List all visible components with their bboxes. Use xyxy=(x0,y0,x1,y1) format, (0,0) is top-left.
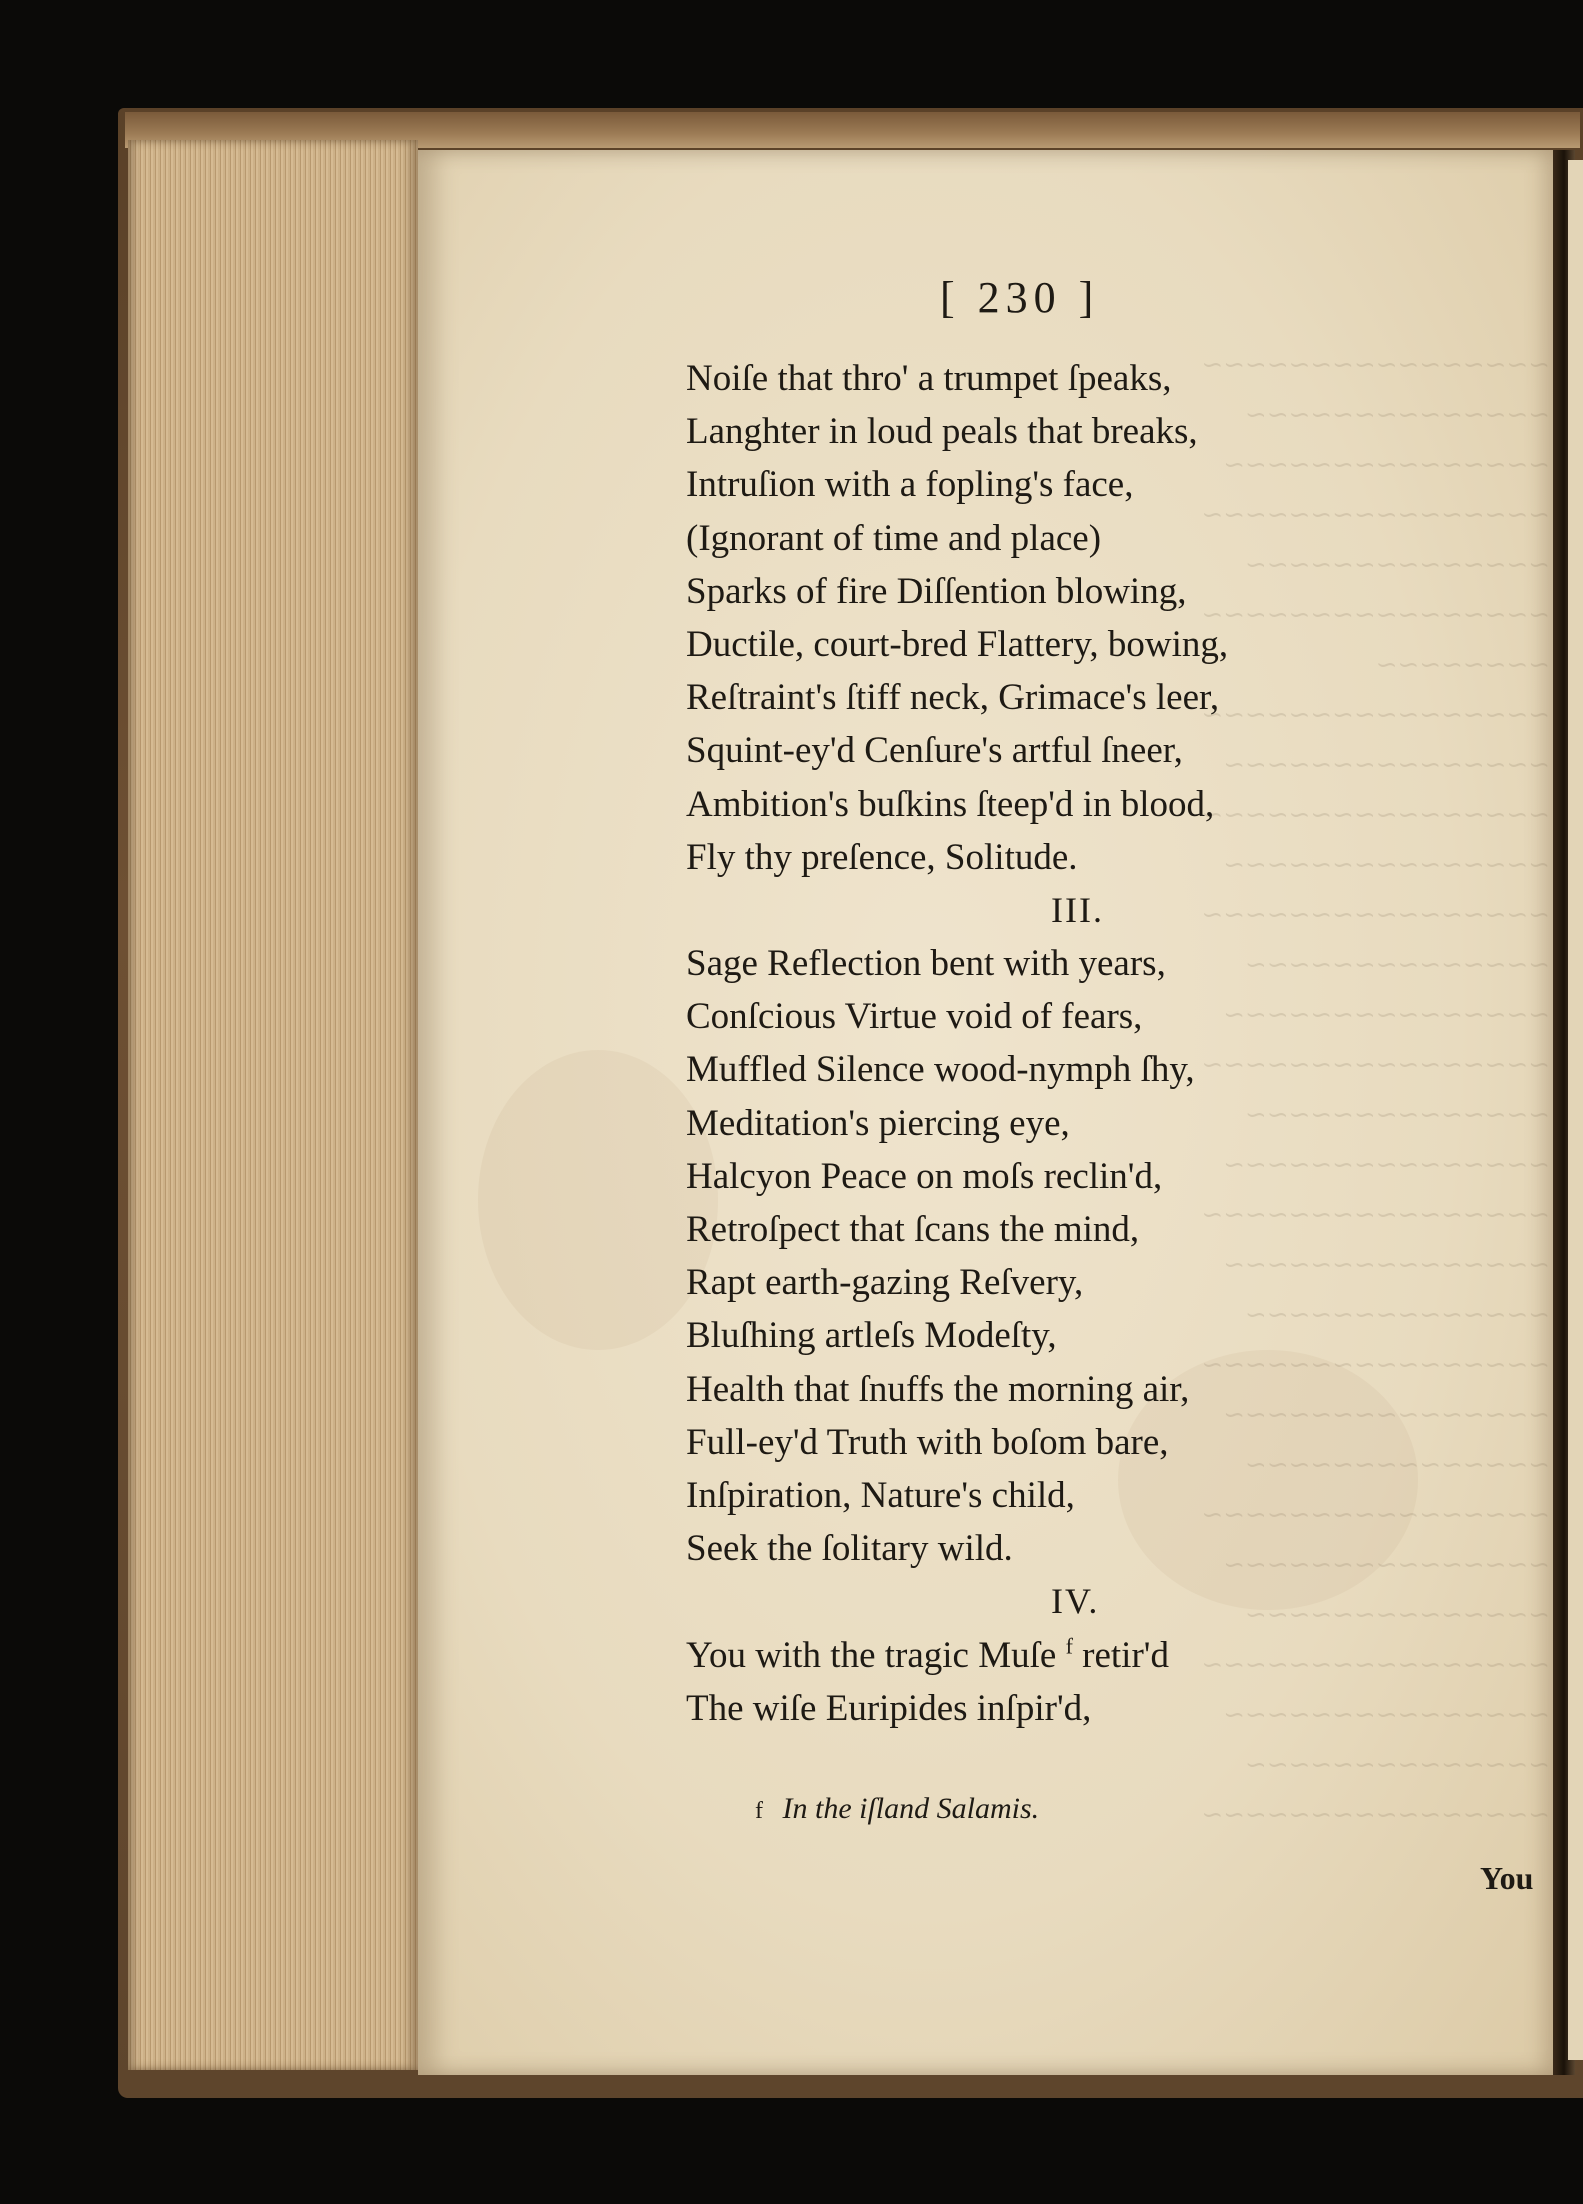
verse-line: Meditation's piercing eye, xyxy=(686,1102,1070,1144)
verse-line: Seek the ſolitary wild. xyxy=(686,1528,1013,1570)
footnote-text: In the iſland Salamis. xyxy=(782,1792,1040,1825)
verse-line: Inſpiration, Nature's child, xyxy=(686,1474,1075,1516)
verse-line: (Ignorant of time and place) xyxy=(686,517,1102,559)
verse-line: Halcyon Peace on moſs reclin'd, xyxy=(686,1155,1163,1197)
verse-text: You with the tragic Muſe xyxy=(686,1634,1057,1676)
catchword: You xyxy=(1480,1860,1534,1896)
page-edges-stack xyxy=(128,140,418,2070)
verse-line: Intruſion with a fopling's face, xyxy=(686,464,1134,506)
footnote-reference: f xyxy=(1065,1633,1073,1659)
verse-line: Sage Reflection bent with years, xyxy=(686,943,1166,985)
verse-line: Langhter in loud peals that breaks, xyxy=(686,411,1198,453)
verse-line: Retroſpect that ſcans the mind, xyxy=(686,1209,1140,1250)
verse-line: Sparks of fire Diſſention blowing, xyxy=(686,570,1187,612)
paper-stain xyxy=(478,1050,718,1350)
verse-line: Conſcious Virtue void of fears, xyxy=(686,996,1143,1038)
page-number: [ 230 ] xyxy=(940,273,1100,322)
facing-page-edge xyxy=(1568,160,1583,2060)
footnote xyxy=(755,1792,1039,1826)
verse-line: Full-ey'd Truth with boſom bare, xyxy=(686,1421,1169,1463)
verse-line xyxy=(686,1629,1506,1682)
verse-line: Noiſe that thro' a trumpet ſpeaks, xyxy=(686,358,1172,399)
verse-line: Bluſhing artleſs Modeſty, xyxy=(686,1315,1057,1357)
verse-line: Health that ſnuffs the morning air, xyxy=(686,1368,1190,1410)
stanza-heading-iii: III. xyxy=(1051,889,1104,930)
verse-line: Squint-ey'd Cenſure's artful ſneer, xyxy=(686,730,1183,772)
verse-line: Muffled Silence wood-nymph ſhy, xyxy=(686,1049,1195,1091)
verse-text: retir'd xyxy=(1082,1634,1169,1676)
stanza-heading-iv: IV. xyxy=(1051,1581,1100,1622)
poem-text xyxy=(686,352,1506,1735)
verse-line: Fly thy preſence, Solitude. xyxy=(686,836,1078,878)
verse-line: Reſtraint's ſtiff neck, Grimace's leer, xyxy=(686,677,1220,719)
verse-line: Rapt earth-gazing Reſvery, xyxy=(686,1262,1084,1304)
verse-line: Ductile, court-bred Flattery, bowing, xyxy=(686,623,1229,665)
verse-line: Ambition's buſkins ſteep'd in blood, xyxy=(686,783,1215,825)
footnote-mark: f xyxy=(755,1798,763,1824)
verse-line: The wiſe Euripides inſpir'd, xyxy=(686,1687,1092,1729)
